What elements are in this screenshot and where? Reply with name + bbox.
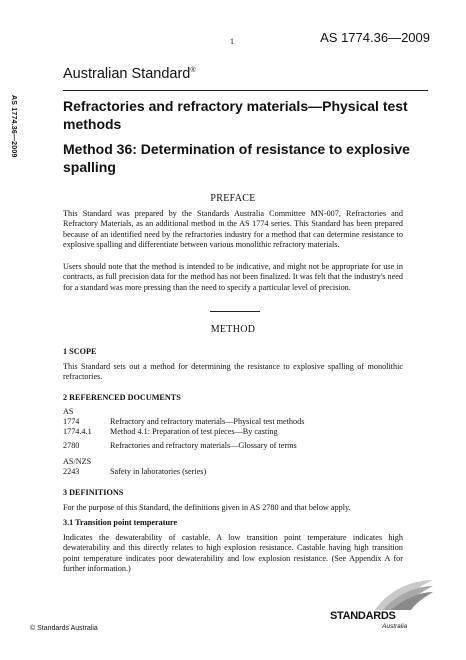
side-label: AS 1774.36—2009 [10, 95, 17, 158]
definition-text: Indicates the dewaterability of castable. A low transition point temperature indicates high dewaterability and this directly relates to high explosion resistance. Castable having high transition point temperature indicates poor dewaterability and low explosion resistance. (See Appendix A for further information.) [63, 533, 403, 573]
references-heading: 2 REFERENCED DOCUMENTS [63, 393, 181, 402]
page-number: 1 [230, 37, 234, 46]
method-title: Method 36: Determination of resistance to explosive spalling [63, 141, 410, 175]
brand-title [63, 66, 196, 82]
standard-id: AS 1774.36—2009 [320, 30, 430, 45]
scope-text: This Standard sets out a method for determining the resistance to explosive spalling of monolithic refractories. [63, 362, 403, 382]
scope-heading: 1 SCOPE [63, 347, 97, 356]
reference-code: 2243 [63, 467, 80, 476]
section-divider [210, 311, 260, 312]
reference-code: 2780 [63, 441, 80, 450]
logo-wordmark: STANDARDS [330, 610, 396, 622]
definitions-text: For the purpose of this Standard, the definitions given in AS 2780 and that below apply. [63, 503, 351, 512]
preface-heading: PREFACE [210, 193, 256, 204]
definition-subheading: 3.1 Transition point temperature [63, 518, 178, 527]
document-title: Refractories and refractory materials—Physical test methods [63, 98, 408, 132]
reference-title: Refractories and refractory materials—Glossary of terms [110, 441, 297, 450]
reference-title: Method 4.1: Preparation of test pieces—By casting [110, 427, 278, 436]
reference-code: 1774.4.1 [63, 427, 92, 436]
reference-title: Refractory and refractory materials—Physical test methods [110, 417, 305, 426]
method-heading: METHOD [210, 324, 256, 335]
definitions-heading: 3 DEFINITIONS [63, 488, 124, 497]
reference-code: 1774 [63, 417, 80, 426]
preface-paragraph-2: Users should note that the method is intended to be indicative, and might not be appropriate for use in contracts, as full precision data for the method has not been finalized. It was felt that the industry's need for a standard was more pressing than the need to specify a particular level of precision. [63, 262, 403, 292]
standards-logo-icon [325, 578, 435, 638]
copyright-notice: © Standards Australia [30, 625, 98, 632]
reference-group-asnzs: AS/NZS [63, 457, 92, 466]
registered-mark: ® [190, 67, 196, 75]
reference-group-as: AS [63, 407, 74, 416]
reference-title: Safety in laboratories (series) [110, 467, 207, 476]
logo-subtext: Australia [382, 623, 408, 630]
brand-name: Australian Standard [63, 66, 191, 82]
header-rule [63, 90, 428, 91]
preface-paragraph-1: This Standard was prepared by the Standards Australia Committee MN-007, Refractories and Refractory Materials, as an additional method in the AS 1774 series. This Standard has been prepared because of an identified need by the refractories industry for a method that can determine resistance to explosive spalling and differentiate between various monolithic refractory materials. [63, 209, 403, 249]
